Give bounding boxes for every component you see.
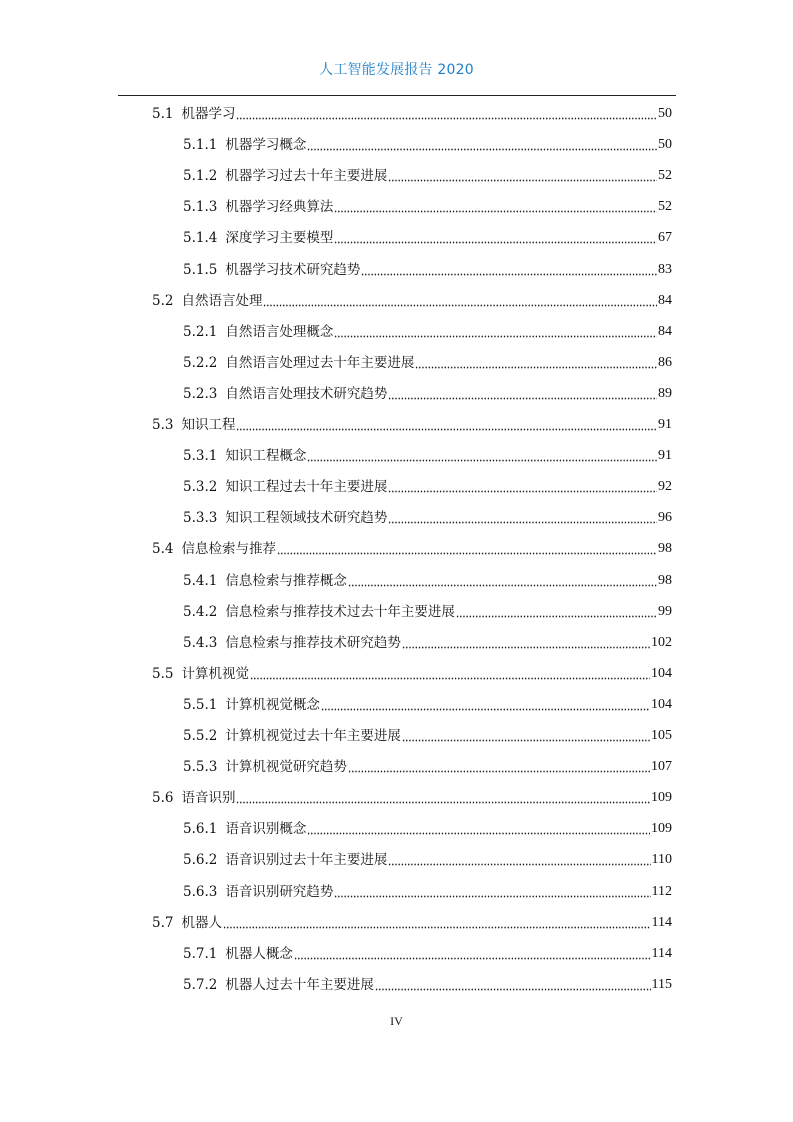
toc-entry-page: 52: [658, 199, 672, 215]
toc-dot-leader: [334, 884, 650, 898]
toc-entry-number: 5.7.2: [183, 976, 218, 993]
toc-entry-title: 计算机视觉概念: [225, 696, 320, 713]
toc-entry-page: 67: [658, 230, 672, 246]
toc-entry-number: 5.1.2: [183, 168, 218, 185]
toc-subsection-entry[interactable]: [183, 628, 672, 652]
toc-subsection-entry[interactable]: [183, 441, 672, 465]
toc-entry-title: 机器学习概念: [225, 137, 307, 154]
toc-entry-number: 5.2.2: [183, 354, 218, 371]
toc-entry-title: 计算机视觉研究趋势: [225, 759, 347, 776]
toc-dot-leader: [402, 728, 650, 742]
toc-entry-number: 5.3.2: [183, 479, 218, 496]
toc-entry-page: 102: [651, 634, 672, 650]
toc-subsection-entry[interactable]: [183, 845, 672, 869]
toc-entry-title: 知识工程过去十年主要进展: [225, 479, 388, 496]
toc-entry-page: 114: [651, 914, 672, 930]
toc-entry-page: 83: [658, 261, 672, 277]
toc-entry-page: 99: [658, 603, 672, 619]
toc-subsection-entry[interactable]: [183, 379, 672, 403]
footer-page-number: IV: [390, 1014, 403, 1028]
toc-dot-leader: [277, 541, 657, 555]
toc-dot-leader: [263, 293, 657, 307]
toc-entry-title: 机器人: [181, 914, 222, 931]
toc-entry-page: 114: [651, 945, 672, 961]
toc-dot-leader: [321, 697, 650, 711]
toc-dot-leader: [250, 666, 650, 680]
toc-entry-title: 机器人概念: [225, 945, 293, 962]
toc-entry-title: 语音识别: [181, 790, 236, 807]
toc-entry-number: 5.2.3: [183, 385, 218, 402]
toc-dot-leader: [388, 852, 650, 866]
toc-entry-page: 107: [651, 759, 672, 775]
toc-subsection-entry[interactable]: [183, 814, 672, 838]
toc-entry-page: 52: [658, 168, 672, 184]
toc-dot-leader: [236, 417, 657, 431]
toc-entry-title: 自然语言处理过去十年主要进展: [225, 354, 415, 371]
toc-entry-page: 84: [658, 323, 672, 339]
toc-entry-number: 5.1.3: [183, 199, 218, 216]
toc-entry-page: 105: [651, 728, 672, 743]
toc-entry-page: 89: [658, 385, 672, 401]
toc-entry-number: 5.1.5: [183, 261, 218, 278]
toc-entry-title: 自然语言处理概念: [225, 323, 334, 340]
toc-entry-title: 机器学习过去十年主要进展: [225, 168, 388, 185]
toc-subsection-entry[interactable]: [183, 939, 672, 963]
toc-entry-number: 5.7: [152, 914, 174, 931]
toc-entry-title: 信息检索与推荐技术过去十年主要进展: [225, 603, 455, 620]
toc-entry-number: 5.1: [152, 106, 174, 122]
toc-entry-number: 5.4.3: [183, 634, 218, 651]
toc-entry-number: 5.6.2: [183, 852, 218, 869]
toc-entry-title: 语音识别研究趋势: [225, 883, 334, 900]
toc-dot-leader: [294, 946, 651, 960]
toc-entry-title: 深度学习主要模型: [225, 230, 334, 247]
toc-dot-leader: [223, 915, 651, 929]
toc-dot-leader: [307, 137, 657, 151]
toc-dot-leader: [236, 790, 650, 804]
toc-entry-page: 109: [651, 790, 672, 806]
toc-subsection-entry[interactable]: [183, 223, 672, 247]
toc-subsection-entry[interactable]: [183, 472, 672, 496]
toc-dot-leader: [334, 230, 657, 244]
toc-entry-title: 机器学习技术研究趋势: [225, 261, 361, 278]
toc-entry-number: 5.2: [152, 292, 174, 309]
toc-dot-leader: [307, 821, 650, 835]
toc-dot-leader: [402, 635, 650, 649]
toc-entry-number: 5.6: [152, 790, 174, 807]
toc-entry-page: 112: [651, 883, 672, 899]
toc-dot-leader: [388, 168, 657, 182]
toc-entry-page: 84: [658, 292, 672, 308]
toc-dot-leader: [334, 324, 657, 338]
header-divider: [118, 95, 676, 96]
toc-section-entry[interactable]: [152, 410, 672, 434]
toc-entry-number: 5.5.2: [183, 728, 218, 744]
toc-dot-leader: [456, 604, 657, 618]
toc-entry-number: 5.4: [152, 541, 174, 558]
toc-entry-title: 计算机视觉过去十年主要进展: [225, 728, 401, 744]
toc-entry-page: 98: [658, 572, 672, 588]
toc-entry-number: 5.1.4: [183, 230, 218, 247]
toc-entry-title: 语音识别概念: [225, 821, 307, 838]
toc-subsection-entry[interactable]: [183, 970, 672, 994]
toc-dot-leader: [415, 355, 657, 369]
toc-subsection-entry[interactable]: [183, 192, 672, 216]
toc-subsection-entry[interactable]: [183, 566, 672, 590]
toc-entry-number: 5.3.1: [183, 448, 218, 465]
toc-subsection-entry[interactable]: [183, 255, 672, 279]
toc-entry-page: 96: [658, 510, 672, 526]
toc-dot-leader: [388, 510, 657, 524]
report-header-title: 人工智能发展报告 2020: [319, 62, 474, 78]
toc-dot-leader: [334, 199, 657, 213]
toc-entry-number: 5.6.1: [183, 821, 218, 838]
toc-dot-leader: [348, 759, 650, 773]
toc-entry-page: 50: [658, 106, 672, 121]
toc-entry-title: 知识工程领域技术研究趋势: [225, 510, 388, 527]
toc-entry-title: 自然语言处理: [181, 292, 263, 309]
toc-entry-number: 5.3: [152, 417, 174, 433]
toc-subsection-entry[interactable]: [183, 503, 672, 527]
toc-section-entry[interactable]: [152, 783, 672, 807]
toc-entry-page: 110: [651, 852, 672, 868]
toc-entry-title: 机器人过去十年主要进展: [225, 976, 374, 993]
toc-entry-title: 机器学习: [181, 106, 236, 122]
toc-entry-page: 115: [651, 976, 672, 992]
toc-entry-page: 98: [658, 541, 672, 557]
toc-entry-title: 信息检索与推荐: [181, 541, 276, 558]
toc-entry-number: 5.4.2: [183, 603, 218, 620]
toc-entry-title: 机器学习经典算法: [225, 199, 334, 216]
toc-dot-leader: [307, 448, 657, 462]
toc-subsection-entry[interactable]: [183, 721, 672, 745]
toc-dot-leader: [375, 977, 651, 991]
toc-subsection-entry[interactable]: [183, 348, 672, 372]
toc-section-entry[interactable]: [152, 908, 672, 932]
toc-entry-number: 5.5.3: [183, 759, 218, 776]
toc-dot-leader: [236, 106, 657, 120]
toc-entry-number: 5.6.3: [183, 883, 218, 900]
toc-entry-title: 信息检索与推荐技术研究趋势: [225, 634, 401, 651]
toc-entry-page: 92: [658, 479, 672, 495]
toc-entry-page: 91: [658, 448, 672, 464]
toc-entry-number: 5.1.1: [183, 137, 218, 154]
toc-dot-leader: [348, 573, 657, 587]
toc-section-entry[interactable]: [152, 286, 672, 310]
toc-entry-title: 计算机视觉: [181, 665, 249, 682]
toc-subsection-entry[interactable]: [183, 130, 672, 154]
toc-entry-page: 104: [651, 665, 672, 681]
toc-entry-page: 109: [651, 821, 672, 837]
toc-entry-number: 5.2.1: [183, 323, 218, 340]
toc-section-entry[interactable]: [152, 534, 672, 558]
toc-subsection-entry[interactable]: [183, 161, 672, 185]
toc-subsection-entry[interactable]: [183, 752, 672, 776]
toc-subsection-entry[interactable]: [183, 597, 672, 621]
toc-entry-title: 自然语言处理技术研究趋势: [225, 385, 388, 402]
toc-entry-page: 104: [651, 696, 672, 712]
toc-entry-number: 5.7.1: [183, 945, 218, 962]
toc-section-entry[interactable]: [152, 99, 672, 123]
toc-entry-number: 5.4.1: [183, 572, 218, 589]
toc-section-entry[interactable]: [152, 659, 672, 683]
toc-dot-leader: [361, 262, 657, 276]
toc-subsection-entry[interactable]: [183, 877, 672, 901]
toc-entry-title: 知识工程概念: [225, 448, 307, 465]
toc-dot-leader: [388, 479, 657, 493]
toc-entry-page: 91: [658, 417, 672, 432]
toc-dot-leader: [388, 386, 657, 400]
toc-entry-page: 50: [658, 137, 672, 153]
toc-entry-page: 86: [658, 354, 672, 370]
toc-entry-title: 信息检索与推荐概念: [225, 572, 347, 589]
toc-entry-title: 知识工程: [181, 417, 236, 433]
toc-subsection-entry[interactable]: [183, 317, 672, 341]
toc-entry-title: 语音识别过去十年主要进展: [225, 852, 388, 869]
toc-entry-number: 5.3.3: [183, 510, 218, 527]
toc-entry-number: 5.5.1: [183, 696, 218, 713]
toc-subsection-entry[interactable]: [183, 690, 672, 714]
toc-entry-number: 5.5: [152, 665, 174, 682]
